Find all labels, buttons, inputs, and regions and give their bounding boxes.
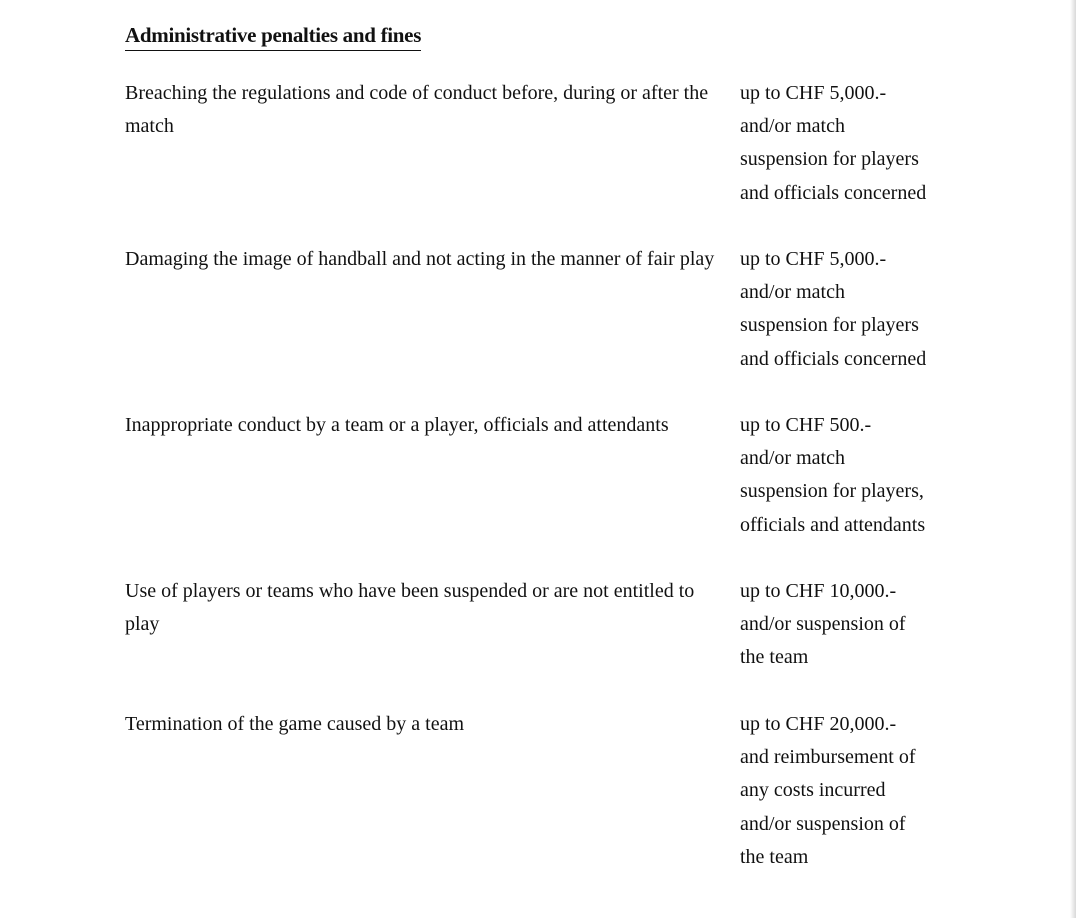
- penalty-line: up to CHF 500.-: [740, 414, 872, 436]
- penalty-line: up to CHF 5,000.-: [740, 248, 887, 270]
- section-title: Administrative penalties and fines: [125, 22, 421, 51]
- penalty-line: and officials concerned: [740, 347, 927, 370]
- page-edge: [1070, 0, 1076, 918]
- penalty-line: officials and attendants: [740, 513, 926, 536]
- penalty-line: and officials concerned: [740, 181, 927, 204]
- penalty-line: the team: [740, 646, 809, 669]
- penalty-text: [740, 77, 960, 210]
- penalty-line: and/or suspension of: [740, 613, 906, 636]
- penalty-line: up to CHF 5,000.-: [740, 82, 887, 104]
- penalty-line: the team: [740, 845, 809, 868]
- offense-text: Inappropriate conduct by a team or a player, officials and attendants: [125, 414, 669, 436]
- offense-text: Damaging the image of handball and not acting in the manner of fair play: [125, 248, 715, 270]
- penalty-line: up to CHF 10,000.-: [740, 580, 897, 602]
- penalty-line: up to CHF 20,000.-: [740, 713, 897, 735]
- penalty-line: and/or match: [740, 115, 845, 138]
- penalty-line: and/or suspension of: [740, 812, 906, 835]
- offense-text: Termination of the game caused by a team: [125, 713, 465, 735]
- offense-text: Breaching the regulations and code of conduct before, during or after the match: [125, 82, 709, 138]
- penalty-line: and/or match: [740, 281, 845, 304]
- offense-text: Use of players or teams who have been suspended or are not entitled to play: [125, 580, 695, 636]
- penalty-line: and reimbursement of: [740, 746, 916, 769]
- penalty-line: and/or match: [740, 447, 845, 470]
- penalty-text: [740, 409, 960, 542]
- penalty-text: [740, 575, 960, 675]
- penalty-line: suspension for players: [740, 314, 919, 337]
- penalty-line: any costs incurred: [740, 779, 886, 802]
- penalty-line: suspension for players: [740, 148, 919, 171]
- penalty-line: suspension for players,: [740, 480, 924, 503]
- penalty-text: [740, 708, 960, 874]
- penalty-text: [740, 243, 960, 376]
